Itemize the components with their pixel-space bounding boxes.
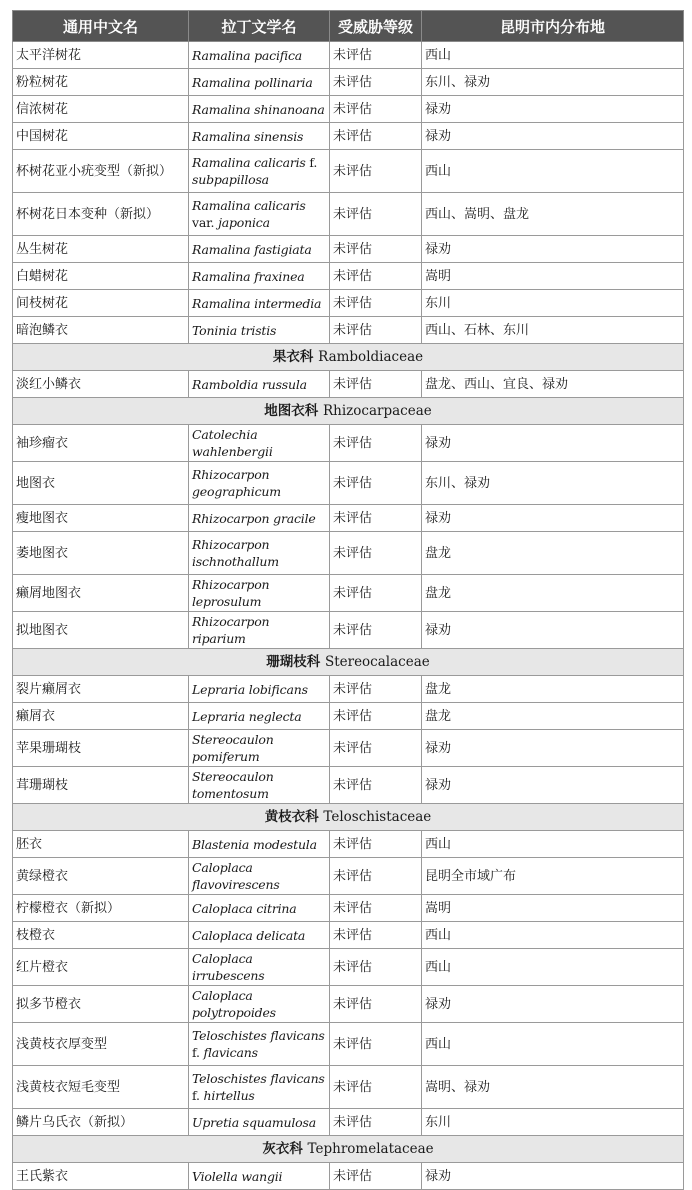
- latin-name-cell: [189, 425, 330, 462]
- table-body: [13, 42, 684, 1190]
- threat-level-cell: 未评估: [330, 949, 422, 986]
- threat-level-cell: 未评估: [330, 730, 422, 767]
- table-row: [13, 1163, 684, 1190]
- threat-level-cell: 未评估: [330, 150, 422, 193]
- threat-level-cell: 未评估: [330, 263, 422, 290]
- threat-level-cell: 未评估: [330, 42, 422, 69]
- family-chinese-name: 果衣科: [272, 348, 314, 365]
- family-chinese-name: 地图衣科: [264, 402, 319, 419]
- threat-level-cell: 未评估: [330, 317, 422, 344]
- latin-binomial: Lepraria neglecta: [192, 708, 302, 724]
- table-row: [13, 1109, 684, 1136]
- distribution-cell: 东川: [422, 290, 684, 317]
- table-row: [13, 532, 684, 575]
- latin-binomial: Upretia squamulosa: [192, 1114, 316, 1130]
- latin-name-cell: [189, 703, 330, 730]
- chinese-name-cell: 拟地图衣: [13, 612, 189, 649]
- chinese-name-cell: 拟多节橙衣: [13, 986, 189, 1023]
- chinese-name-cell: 粉粒树花: [13, 69, 189, 96]
- family-chinese-name: 黄枝衣科: [264, 808, 319, 825]
- threat-level-cell: 未评估: [330, 767, 422, 804]
- latin-binomial: Catolechia wahlenbergii: [192, 427, 273, 459]
- table-row: [13, 612, 684, 649]
- chinese-name-cell: 浅黄枝衣短毛变型: [13, 1066, 189, 1109]
- table-row: [13, 831, 684, 858]
- latin-name-cell: [189, 575, 330, 612]
- table-row: [13, 767, 684, 804]
- distribution-cell: 西山、嵩明、盘龙: [422, 193, 684, 236]
- latin-name-cell: [189, 532, 330, 575]
- threat-level-cell: 未评估: [330, 123, 422, 150]
- threat-level-cell: 未评估: [330, 236, 422, 263]
- table-row: [13, 1023, 684, 1066]
- distribution-cell: 东川、禄劝: [422, 69, 684, 96]
- chinese-name-cell: 黄绿橙衣: [13, 858, 189, 895]
- latin-name-cell: [189, 858, 330, 895]
- latin-name-cell: [189, 96, 330, 123]
- header-latin-name: 拉丁文学名: [189, 11, 330, 42]
- table-row: [13, 676, 684, 703]
- latin-binomial: Toninia tristis: [192, 322, 277, 338]
- header-chinese-name: 通用中文名: [13, 11, 189, 42]
- table-row: [13, 193, 684, 236]
- latin-binomial: Blastenia modestula: [192, 836, 317, 852]
- latin-name-cell: [189, 505, 330, 532]
- latin-binomial: Violella wangii: [192, 1168, 283, 1184]
- latin-name-cell: [189, 371, 330, 398]
- species-table: [12, 10, 684, 1190]
- latin-binomial: Ramalina sinensis: [192, 128, 304, 144]
- latin-binomial: Caloplaca flavovirescens: [192, 860, 280, 892]
- latin-name-cell: [189, 236, 330, 263]
- latin-binomial: Stereocaulon tomentosum: [192, 769, 274, 801]
- chinese-name-cell: 间枝树花: [13, 290, 189, 317]
- table-row: [13, 42, 684, 69]
- latin-binomial: Ramalina pollinaria: [192, 74, 313, 90]
- latin-binomial: Rhizocarpon leprosulum: [192, 577, 270, 609]
- chinese-name-cell: 中国树花: [13, 123, 189, 150]
- distribution-cell: 西山、石林、东川: [422, 317, 684, 344]
- table-row: [13, 575, 684, 612]
- distribution-cell: 盘龙: [422, 575, 684, 612]
- family-heading: [13, 1136, 684, 1163]
- latin-binomial: Rhizocarpon geographicum: [192, 467, 281, 499]
- distribution-cell: 东川: [422, 1109, 684, 1136]
- family-latin-name: Rhizocarpaceae: [322, 402, 432, 419]
- latin-infraspecific: hirtellus: [203, 1088, 255, 1103]
- latin-binomial: Ramalina pacifica: [192, 47, 303, 63]
- latin-infraspecific: flavicans: [203, 1045, 258, 1060]
- distribution-cell: 西山: [422, 922, 684, 949]
- latin-name-cell: [189, 69, 330, 96]
- distribution-cell: 昆明全市域广布: [422, 858, 684, 895]
- latin-binomial: Ramalina shinanoana: [192, 101, 325, 117]
- table-row: [13, 236, 684, 263]
- latin-name-cell: [189, 123, 330, 150]
- family-heading: [13, 649, 684, 676]
- latin-rank: f.: [192, 1045, 200, 1060]
- threat-level-cell: 未评估: [330, 69, 422, 96]
- latin-name-cell: [189, 317, 330, 344]
- distribution-cell: 禄劝: [422, 236, 684, 263]
- latin-binomial: Stereocaulon pomiferum: [192, 732, 274, 764]
- latin-binomial: Rhizocarpon gracile: [192, 510, 316, 526]
- latin-name-cell: [189, 676, 330, 703]
- table-row: [13, 462, 684, 505]
- chinese-name-cell: 丛生树花: [13, 236, 189, 263]
- distribution-cell: 盘龙、西山、宜良、禄劝: [422, 371, 684, 398]
- table-row: [13, 895, 684, 922]
- family-latin-name: Tephromelataceae: [307, 1140, 434, 1157]
- family-latin-name: Stereocalaceae: [324, 653, 430, 670]
- family-heading: [13, 344, 684, 371]
- threat-level-cell: 未评估: [330, 612, 422, 649]
- chinese-name-cell: 裂片癞屑衣: [13, 676, 189, 703]
- distribution-cell: 东川、禄劝: [422, 462, 684, 505]
- family-header-row: [13, 649, 684, 676]
- chinese-name-cell: 苹果珊瑚枝: [13, 730, 189, 767]
- threat-level-cell: 未评估: [330, 532, 422, 575]
- threat-level-cell: 未评估: [330, 371, 422, 398]
- latin-binomial: Caloplaca citrina: [192, 900, 297, 916]
- latin-binomial: Rhizocarpon riparium: [192, 614, 270, 646]
- distribution-cell: 盘龙: [422, 676, 684, 703]
- latin-binomial: Ramalina calicaris: [192, 155, 306, 170]
- distribution-cell: 嵩明: [422, 263, 684, 290]
- family-header-row: [13, 344, 684, 371]
- threat-level-cell: 未评估: [330, 290, 422, 317]
- family-latin-name: Ramboldiaceae: [318, 348, 424, 365]
- table-row: [13, 96, 684, 123]
- table-row: [13, 730, 684, 767]
- chinese-name-cell: 杯树花日本变种（新拟）: [13, 193, 189, 236]
- latin-name-cell: [189, 831, 330, 858]
- latin-name-cell: [189, 949, 330, 986]
- family-heading: [13, 804, 684, 831]
- chinese-name-cell: 鳞片乌氏衣（新拟）: [13, 1109, 189, 1136]
- family-chinese-name: 珊瑚枝科: [266, 653, 321, 670]
- distribution-cell: 嵩明、禄劝: [422, 1066, 684, 1109]
- threat-level-cell: 未评估: [330, 1023, 422, 1066]
- distribution-cell: 盘龙: [422, 703, 684, 730]
- threat-level-cell: 未评估: [330, 986, 422, 1023]
- threat-level-cell: 未评估: [330, 1066, 422, 1109]
- chinese-name-cell: 白蜡树花: [13, 263, 189, 290]
- latin-binomial: Teloschistes flavicans: [192, 1028, 325, 1043]
- table-row: [13, 1066, 684, 1109]
- latin-binomial: Caloplaca polytropoides: [192, 988, 276, 1020]
- family-header-row: [13, 1136, 684, 1163]
- threat-level-cell: 未评估: [330, 895, 422, 922]
- latin-name-cell: [189, 1023, 330, 1066]
- chinese-name-cell: 癞屑地图衣: [13, 575, 189, 612]
- threat-level-cell: 未评估: [330, 1109, 422, 1136]
- latin-name-cell: [189, 895, 330, 922]
- table-row: [13, 858, 684, 895]
- chinese-name-cell: 信浓树花: [13, 96, 189, 123]
- chinese-name-cell: 胚衣: [13, 831, 189, 858]
- threat-level-cell: 未评估: [330, 96, 422, 123]
- chinese-name-cell: 枝橙衣: [13, 922, 189, 949]
- table-row: [13, 949, 684, 986]
- latin-binomial: Teloschistes flavicans: [192, 1071, 325, 1086]
- latin-name-cell: [189, 767, 330, 804]
- latin-name-cell: [189, 612, 330, 649]
- distribution-cell: 禄劝: [422, 123, 684, 150]
- latin-name-cell: [189, 986, 330, 1023]
- distribution-cell: 禄劝: [422, 96, 684, 123]
- distribution-cell: 禄劝: [422, 612, 684, 649]
- table-row: [13, 150, 684, 193]
- chinese-name-cell: 浅黄枝衣厚变型: [13, 1023, 189, 1066]
- latin-rank: f.: [309, 155, 318, 170]
- latin-infraspecific: japonica: [218, 215, 270, 230]
- family-header-row: [13, 398, 684, 425]
- chinese-name-cell: 萎地图衣: [13, 532, 189, 575]
- distribution-cell: 西山: [422, 150, 684, 193]
- latin-name-cell: [189, 42, 330, 69]
- family-chinese-name: 灰衣科: [262, 1140, 303, 1157]
- chinese-name-cell: 茸珊瑚枝: [13, 767, 189, 804]
- threat-level-cell: 未评估: [330, 922, 422, 949]
- latin-name-cell: [189, 150, 330, 193]
- family-heading: [13, 398, 684, 425]
- threat-level-cell: 未评估: [330, 193, 422, 236]
- table-row: [13, 986, 684, 1023]
- chinese-name-cell: 地图衣: [13, 462, 189, 505]
- chinese-name-cell: 柠檬橙衣（新拟）: [13, 895, 189, 922]
- distribution-cell: 盘龙: [422, 532, 684, 575]
- latin-name-cell: [189, 1066, 330, 1109]
- distribution-cell: 禄劝: [422, 1163, 684, 1190]
- distribution-cell: 西山: [422, 1023, 684, 1066]
- distribution-cell: 禄劝: [422, 505, 684, 532]
- latin-rank: var.: [192, 215, 215, 230]
- distribution-cell: 嵩明: [422, 895, 684, 922]
- header-threat-level: 受威胁等级: [330, 11, 422, 42]
- latin-infraspecific: subpapillosa: [192, 172, 269, 187]
- table-row: [13, 69, 684, 96]
- threat-level-cell: 未评估: [330, 1163, 422, 1190]
- table-row: [13, 290, 684, 317]
- latin-name-cell: [189, 290, 330, 317]
- threat-level-cell: 未评估: [330, 676, 422, 703]
- distribution-cell: 禄劝: [422, 425, 684, 462]
- threat-level-cell: 未评估: [330, 505, 422, 532]
- chinese-name-cell: 瘦地图衣: [13, 505, 189, 532]
- threat-level-cell: 未评估: [330, 703, 422, 730]
- latin-binomial: Ramboldia russula: [192, 376, 307, 392]
- latin-name-cell: [189, 730, 330, 767]
- distribution-cell: 西山: [422, 949, 684, 986]
- table-row: [13, 425, 684, 462]
- threat-level-cell: 未评估: [330, 425, 422, 462]
- latin-binomial: Ramalina calicaris: [192, 198, 306, 213]
- chinese-name-cell: 太平洋树花: [13, 42, 189, 69]
- latin-name-cell: [189, 263, 330, 290]
- latin-name-cell: [189, 922, 330, 949]
- threat-level-cell: 未评估: [330, 575, 422, 612]
- latin-binomial: Ramalina fraxinea: [192, 268, 305, 284]
- family-latin-name: Teloschistaceae: [323, 808, 432, 825]
- family-header-row: [13, 804, 684, 831]
- distribution-cell: 西山: [422, 42, 684, 69]
- chinese-name-cell: 红片橙衣: [13, 949, 189, 986]
- latin-rank: f.: [192, 1088, 200, 1103]
- latin-binomial: Lepraria lobificans: [192, 681, 308, 697]
- latin-name-cell: [189, 1163, 330, 1190]
- chinese-name-cell: 杯树花亚小疣变型（新拟）: [13, 150, 189, 193]
- table-row: [13, 505, 684, 532]
- distribution-cell: 禄劝: [422, 986, 684, 1023]
- table-row: [13, 123, 684, 150]
- chinese-name-cell: 王氏紫衣: [13, 1163, 189, 1190]
- table-row: [13, 371, 684, 398]
- latin-binomial: Ramalina fastigiata: [192, 241, 312, 257]
- latin-name-cell: [189, 462, 330, 505]
- latin-name-cell: [189, 1109, 330, 1136]
- latin-binomial: Caloplaca irrubescens: [192, 951, 265, 983]
- latin-name-cell: [189, 193, 330, 236]
- table-row: [13, 922, 684, 949]
- distribution-cell: 禄劝: [422, 767, 684, 804]
- chinese-name-cell: 袖珍瘤衣: [13, 425, 189, 462]
- table-header-row: [13, 11, 684, 42]
- threat-level-cell: 未评估: [330, 831, 422, 858]
- latin-binomial: Rhizocarpon ischnothallum: [192, 537, 279, 569]
- chinese-name-cell: 暗泡鳞衣: [13, 317, 189, 344]
- table-row: [13, 263, 684, 290]
- distribution-cell: 西山: [422, 831, 684, 858]
- latin-binomial: Caloplaca delicata: [192, 927, 306, 943]
- latin-binomial: Ramalina intermedia: [192, 295, 322, 311]
- distribution-cell: 禄劝: [422, 730, 684, 767]
- chinese-name-cell: 淡红小鳞衣: [13, 371, 189, 398]
- chinese-name-cell: 癞屑衣: [13, 703, 189, 730]
- table-row: [13, 317, 684, 344]
- table-row: [13, 703, 684, 730]
- threat-level-cell: 未评估: [330, 858, 422, 895]
- header-distribution: 昆明市内分布地: [422, 11, 684, 42]
- threat-level-cell: 未评估: [330, 462, 422, 505]
